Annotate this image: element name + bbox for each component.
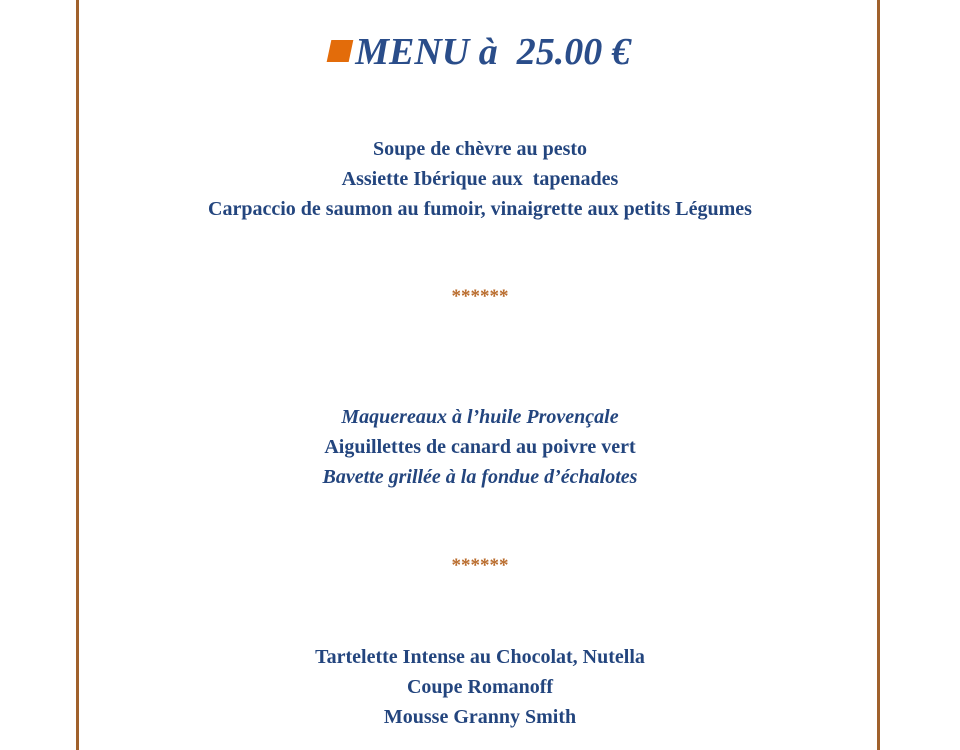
main-course-item: Maquereaux à l’huile Provençale bbox=[341, 406, 619, 428]
dessert-item: Tartelette Intense au Chocolat, Nutella bbox=[315, 646, 645, 668]
starter-item: Assiette Ibérique aux tapenades bbox=[341, 168, 619, 190]
dessert-item: Mousse Granny Smith bbox=[383, 706, 577, 728]
starter-item: Carpaccio de saumon au fumoir, vinaigrette aux petits Légumes bbox=[208, 198, 752, 220]
page-border-right bbox=[877, 0, 880, 750]
page-border-left bbox=[76, 0, 79, 750]
dessert-item: Coupe Romanoff bbox=[406, 676, 554, 698]
course-separator: ****** bbox=[451, 555, 509, 576]
main-course-item: Bavette grillée à la fondue d’échalotes bbox=[322, 466, 638, 488]
orange-square-bullet-icon bbox=[327, 40, 354, 62]
main-course-item: Aiguillettes de canard au poivre vert bbox=[324, 436, 636, 458]
menu-title-text: MENU à 25.00 € bbox=[355, 31, 631, 73]
starter-item: Soupe de chèvre au pesto bbox=[372, 138, 588, 160]
course-separator: ****** bbox=[451, 286, 509, 307]
menu-title bbox=[0, 30, 960, 74]
